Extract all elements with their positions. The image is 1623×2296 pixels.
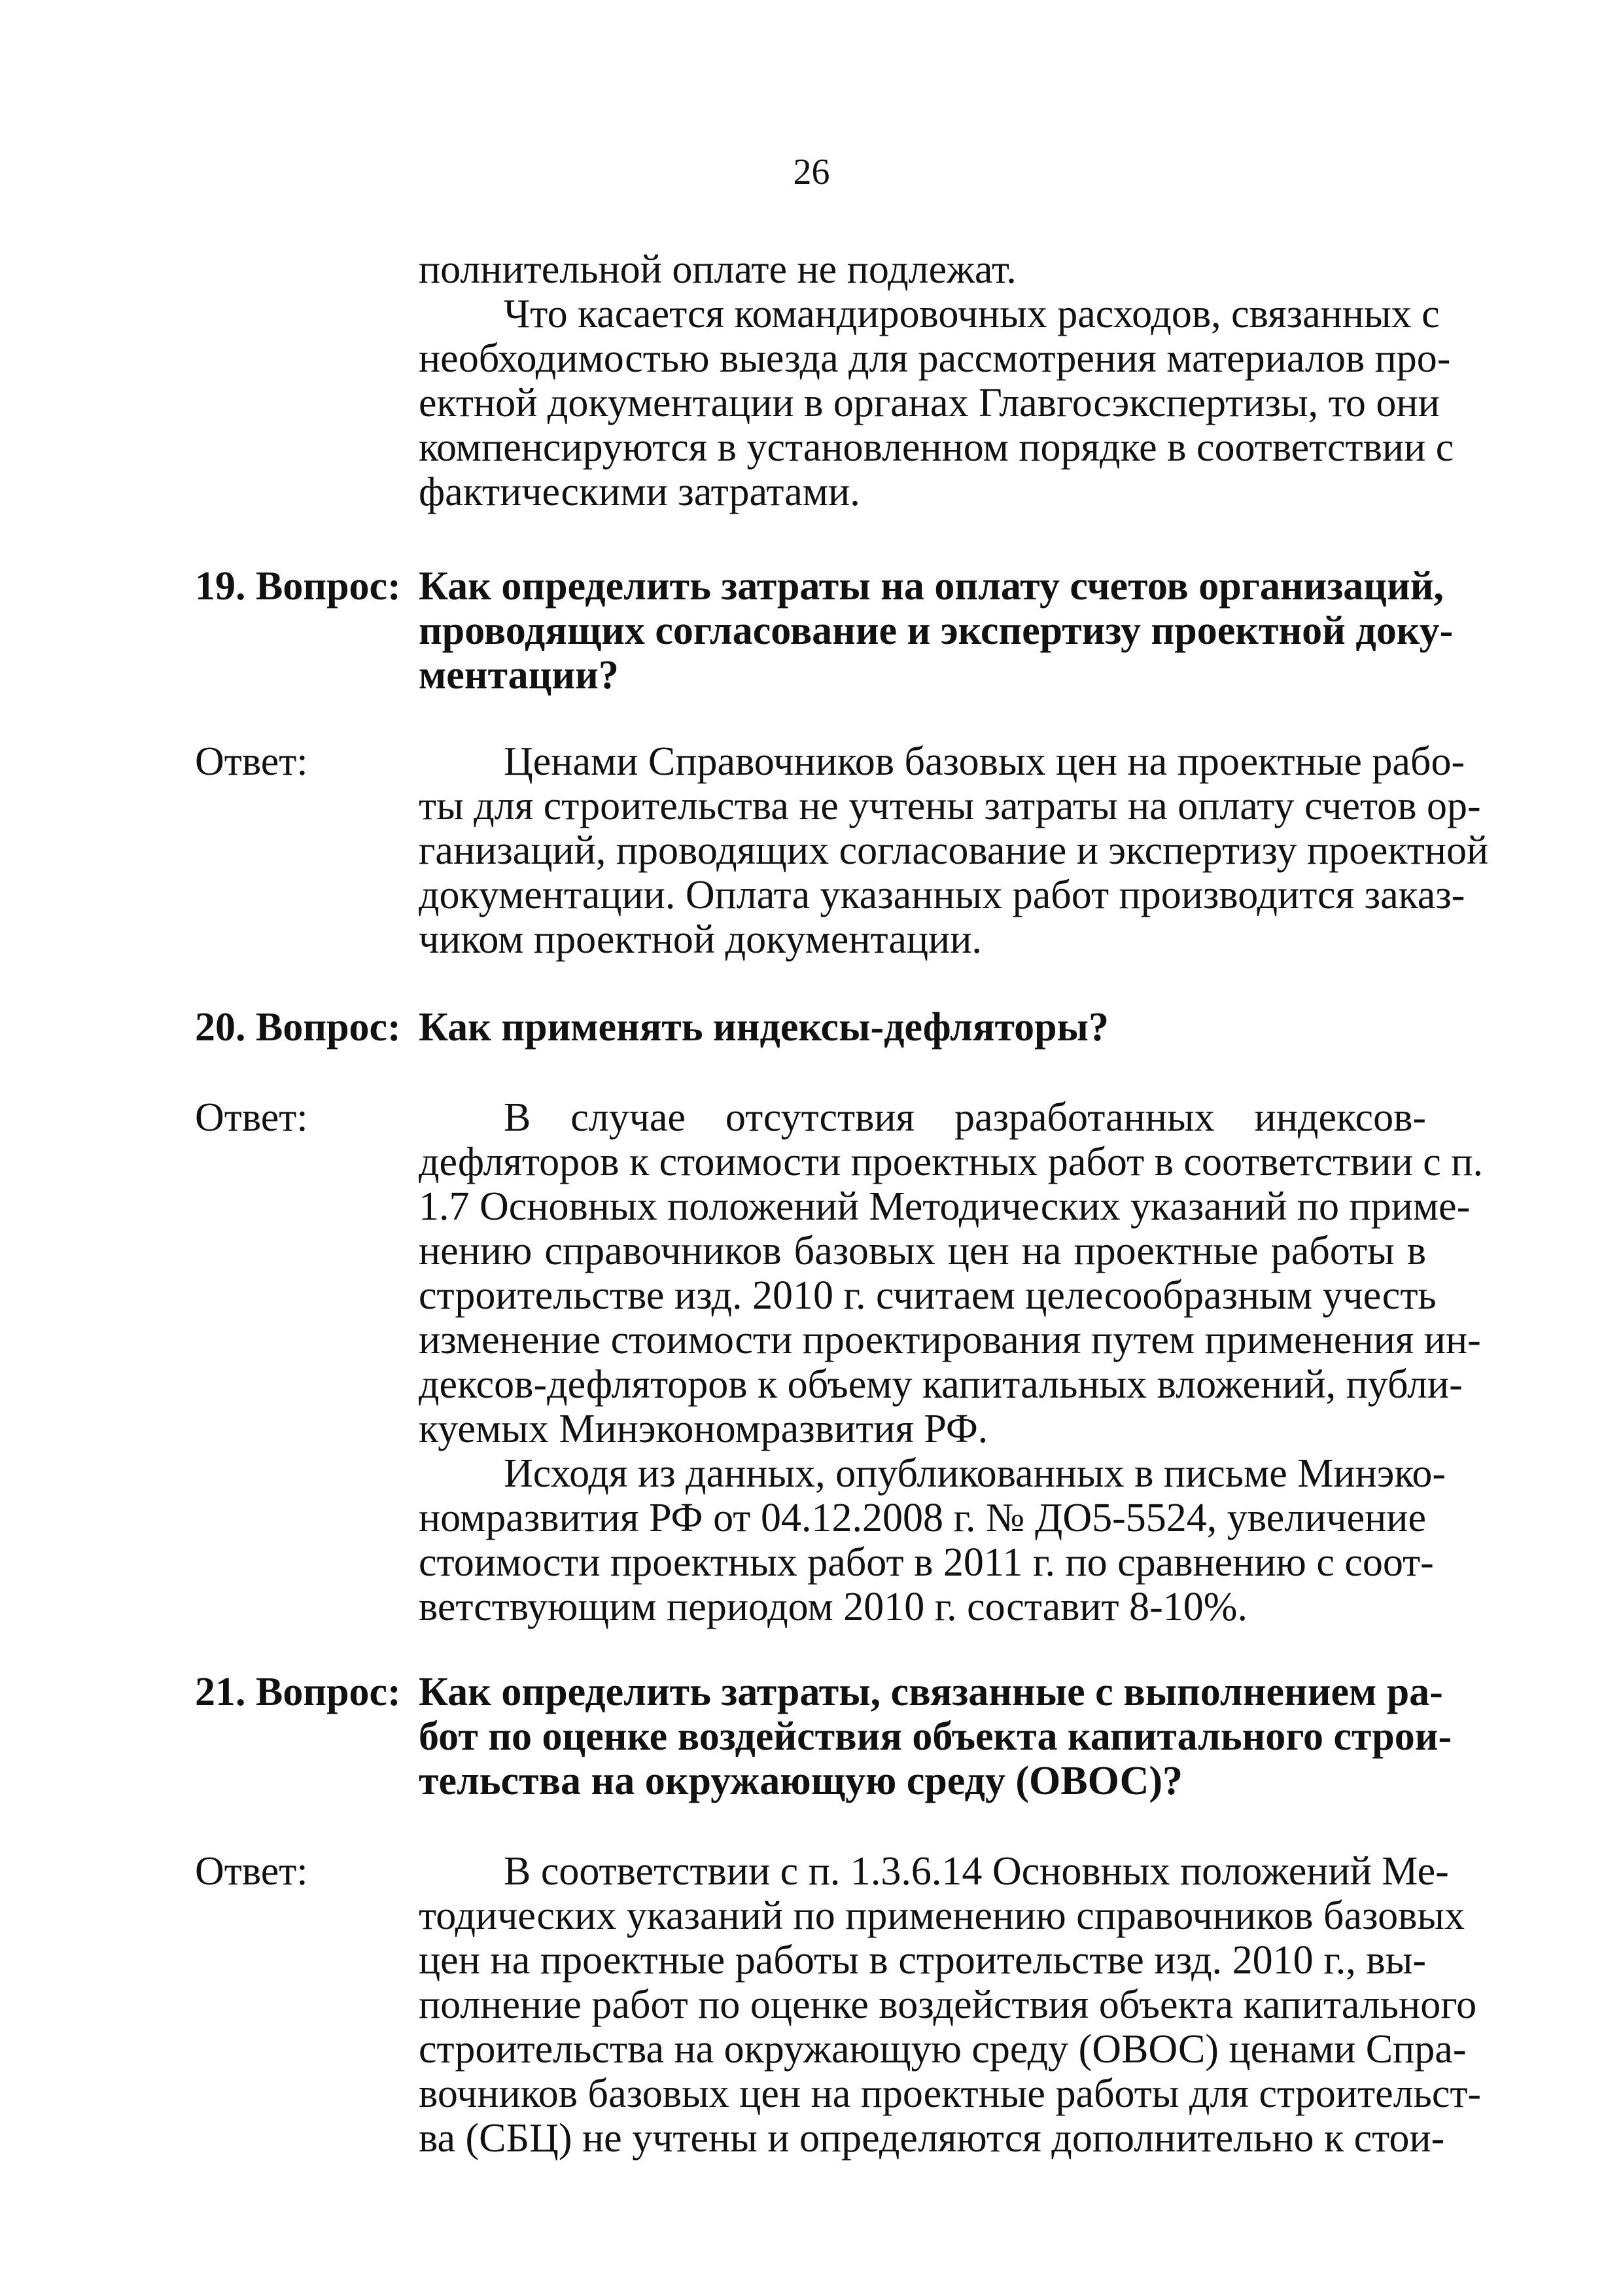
text-line: Как определить затраты на оплату счетов организаций, [419, 564, 1444, 609]
answer-20-label: Ответ: [195, 1095, 308, 1140]
text-line: Исходя из данных, опубликованных в письме Минэко- [504, 1451, 1446, 1496]
text-line: Как определить затраты, связанные с выполнением ра- [419, 1670, 1443, 1714]
text-line: Как применять индексы-дефляторы? [419, 1005, 1109, 1050]
intro-paragraph [419, 247, 1454, 514]
text-line: нению справочников базовых цен на проектные работы в [419, 1229, 1426, 1273]
question-19-text [419, 564, 1454, 698]
text-line: ганизаций, проводящих согласование и экспертизу проектной [419, 828, 1489, 873]
text-line: тодических указаний по применению справочников базовых [419, 1894, 1465, 1938]
text-line: ты для строительства не учтены затраты на оплату счетов ор- [419, 784, 1481, 828]
question-21-label: 21. Вопрос: [195, 1670, 401, 1714]
text-line: чиком проектной документации. [419, 917, 982, 962]
text-line: Ценами Справочников базовых цен на проектные рабо- [504, 739, 1465, 784]
text-line: ветствующим периодом 2010 г. составит 8-10%. [419, 1585, 1248, 1629]
text-line: номразвития РФ от 04.12.2008 г. № ДО5-5524, увеличение [419, 1496, 1426, 1540]
text-line: строительства на окружающую среду (ОВОС) ценами Спра- [419, 2027, 1467, 2072]
page-number: 26 [793, 152, 830, 192]
text-line: В соответствии с п. 1.3.6.14 Основных положений Ме- [504, 1849, 1449, 1894]
text-line: полнение работ по оценке воздействия объекта капитального [419, 1983, 1477, 2027]
text-line: необходимостью выезда для рассмотрения материалов про- [419, 336, 1451, 381]
text-line: бот по оценке воздействия объекта капитального строи- [419, 1714, 1452, 1759]
answer-20-text [419, 1095, 1483, 1629]
answer-19-label: Ответ: [195, 739, 308, 784]
text-line: фактическими затратами. [419, 470, 860, 514]
text-line: полнительной оплате не подлежат. [419, 247, 1017, 292]
answer-21-label: Ответ: [195, 1849, 308, 1894]
text-line: дексов-дефляторов к объему капитальных вложений, публи- [419, 1362, 1463, 1407]
question-20-text [419, 1005, 1426, 1050]
question-21-text [419, 1670, 1452, 1803]
text-line: строительстве изд. 2010 г. считаем целесообразным учесть [419, 1273, 1437, 1318]
text-line: куемых Минэкономразвития РФ. [419, 1407, 988, 1451]
text-line: вочников базовых цен на проектные работы для строительст- [419, 2072, 1482, 2116]
text-line: дефляторов к стоимости проектных работ в соответствии с п. [419, 1140, 1483, 1184]
question-20-label: 20. Вопрос: [195, 1005, 401, 1050]
text-line: изменение стоимости проектирования путем применения ин- [419, 1318, 1481, 1362]
text-line: проводящих согласование и экспертизу проектной доку- [419, 609, 1454, 653]
text-line: ментации? [419, 653, 619, 698]
text-line: компенсируются в установленном порядке в соответствии с [419, 425, 1454, 470]
text-line: В случае отсутствия разработанных индексов- [504, 1095, 1426, 1140]
answer-19-text [419, 739, 1489, 962]
text-line: тельства на окружающую среду (ОВОС)? [419, 1759, 1183, 1803]
question-19-label: 19. Вопрос: [195, 564, 401, 609]
text-line: цен на проектные работы в строительстве изд. 2010 г., вы- [419, 1938, 1426, 1983]
text-line: ва (СБЦ) не учтены и определяются дополнительно к стои- [419, 2116, 1445, 2161]
answer-21-text [419, 1849, 1482, 2161]
text-line: Что касается командировочных расходов, связанных с [504, 292, 1440, 336]
text-line: ектной документации в органах Главгосэкспертизы, то они [419, 381, 1440, 425]
text-line: 1.7 Основных положений Методических указаний по приме- [419, 1184, 1471, 1229]
text-line: документации. Оплата указанных работ производится заказ- [419, 873, 1465, 917]
text-line: стоимости проектных работ в 2011 г. по сравнению с соот- [419, 1540, 1434, 1585]
